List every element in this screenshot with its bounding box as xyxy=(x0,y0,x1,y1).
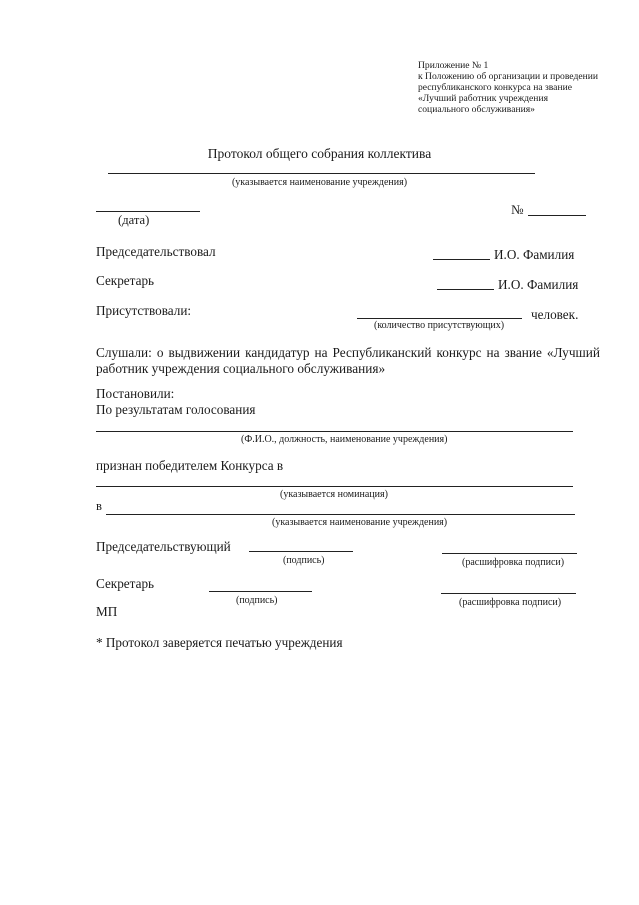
decided-label: Постановили: xyxy=(96,386,175,401)
present-unit: человек. xyxy=(531,307,579,322)
signatures-secretary-label: Секретарь xyxy=(96,576,155,591)
stamp-label: МП xyxy=(96,604,118,619)
institution-line xyxy=(108,173,535,174)
nomination-caption: (указывается номинация) xyxy=(280,489,388,500)
present-label: Присутствовали: xyxy=(96,303,192,318)
nomination-line xyxy=(96,486,573,487)
person-line xyxy=(96,431,573,432)
document-title: Протокол общего собрания коллектива xyxy=(207,146,432,161)
secretary-signature-line xyxy=(437,289,494,290)
winner-text: признан победителем Конкурса в xyxy=(96,458,284,473)
heard-paragraph: Слушали: о выдвижении кандидатур на Республиканский конкурс на звание «Лучший работник учреждения социального обслуживания» xyxy=(96,345,600,376)
footnote: * Протокол заверяется печатью учреждения xyxy=(96,635,343,650)
institution-caption: (указывается наименование учреждения) xyxy=(231,177,408,188)
chairman-signature-line xyxy=(249,551,353,552)
institution-caption-2: (указывается наименование учреждения) xyxy=(272,517,448,528)
number-line xyxy=(528,215,586,216)
chairman-decoding-line xyxy=(442,553,577,554)
appendix-line: «Лучший работник учреждения xyxy=(418,93,548,104)
present-caption: (количество присутствующих) xyxy=(374,320,505,331)
secretary-label: Секретарь xyxy=(96,273,155,288)
appendix-note xyxy=(418,60,618,115)
appendix-line: республиканского конкурса на звание xyxy=(418,82,572,93)
date-caption: (дата) xyxy=(118,213,150,227)
secretary-sign-line xyxy=(209,591,312,592)
chairman-decoding-caption: (расшифровка подписи) xyxy=(462,557,565,568)
chairman-signature-caption: (подпись) xyxy=(283,555,325,566)
present-count-line xyxy=(357,318,522,319)
chaired-signature-line xyxy=(433,259,490,260)
secretary-signature-caption: (подпись) xyxy=(236,595,278,606)
date-line xyxy=(96,211,200,212)
chaired-label: Председательствовал xyxy=(96,244,216,259)
secretary-decoding-line xyxy=(441,593,576,594)
institution-line-2 xyxy=(106,514,575,515)
chairman-label: Председательствующий xyxy=(96,539,231,554)
in-label: в xyxy=(96,499,102,513)
person-caption: (Ф.И.О., должность, наименование учреждения) xyxy=(241,434,448,445)
chaired-name: И.О. Фамилия xyxy=(494,247,575,262)
voting-text: По результатам голосования xyxy=(96,402,256,417)
secretary-decoding-caption: (расшифровка подписи) xyxy=(459,597,562,608)
number-label: № xyxy=(511,202,524,217)
secretary-name: И.О. Фамилия xyxy=(498,277,579,292)
appendix-line: к Положению об организации и проведении xyxy=(418,71,598,82)
appendix-line: Приложение № 1 xyxy=(418,60,489,71)
appendix-line: социального обслуживания» xyxy=(418,104,535,115)
